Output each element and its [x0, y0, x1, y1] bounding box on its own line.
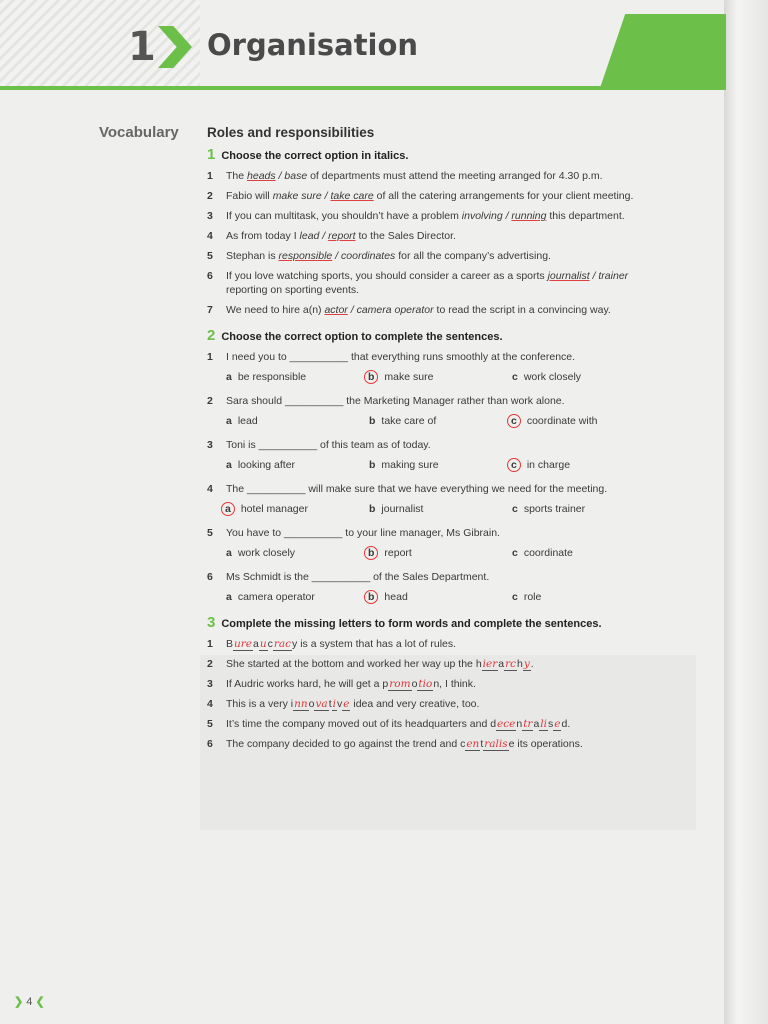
list-item — [207, 737, 662, 751]
exercise-2 — [207, 329, 662, 604]
option-text: camera operator — [237, 591, 315, 603]
text-part: c — [267, 638, 273, 650]
option-text: take care of — [381, 415, 437, 427]
item-number: 2 — [207, 190, 213, 202]
exercise-number: 3 — [207, 614, 216, 631]
option-text: lead — [237, 415, 258, 427]
list-item — [207, 169, 662, 183]
option-letter: c — [512, 547, 518, 559]
text-part: t — [328, 698, 332, 710]
option-letter: b — [364, 590, 378, 604]
handwritten-answer: rom — [389, 678, 411, 690]
option-c[interactable] — [512, 458, 655, 472]
handwritten-answer: tr — [523, 718, 533, 730]
text-part: We need to hire a(n) — [226, 304, 325, 316]
option-c[interactable] — [512, 502, 655, 516]
option-c[interactable] — [512, 590, 655, 604]
text-part: of all the catering arrangements for your client meeting. — [373, 190, 634, 202]
item-number: 5 — [207, 527, 213, 539]
question-line — [207, 394, 662, 408]
text-part: It’s time the company moved out of its headquarters and d — [226, 718, 497, 730]
text-part: B — [226, 638, 234, 650]
handwritten-answer: e — [554, 718, 561, 730]
option-text: role — [523, 591, 542, 603]
list-item — [207, 657, 662, 671]
item-number: 2 — [207, 658, 213, 670]
item-number: 3 — [207, 439, 213, 451]
list-item — [207, 189, 662, 203]
option-letter: c — [512, 503, 518, 515]
options — [226, 370, 662, 384]
option-c[interactable] — [512, 546, 655, 560]
text-part: She started at the bottom and worked her way up the h — [226, 658, 482, 670]
text-part: / — [502, 210, 512, 222]
option-letter: c — [507, 414, 521, 428]
option-a[interactable] — [226, 502, 369, 516]
text-part: a — [253, 638, 259, 650]
text-part: If you love watching sports, you should consider a career as a sports — [226, 270, 548, 282]
list-item — [207, 677, 662, 691]
question-line — [207, 570, 662, 584]
text-part: o — [308, 698, 315, 710]
text-part: / — [332, 250, 342, 262]
exercise-number: 2 — [207, 327, 216, 344]
handwritten-answer: y — [523, 658, 530, 670]
option-letter: a — [226, 591, 232, 603]
item-number: 6 — [207, 738, 213, 750]
handwritten-answer: ier — [482, 658, 498, 670]
text-part: v — [336, 698, 343, 710]
page-number: ❯ 4 ❮ — [14, 996, 45, 1008]
option-text: coordinate with — [526, 415, 598, 427]
text-part: d. — [561, 718, 571, 730]
text-part: / — [589, 270, 599, 282]
text-part: If you can multitask, you shouldn’t have a problem — [226, 210, 462, 222]
text-part: Fabio will — [226, 190, 273, 202]
option-a[interactable] — [226, 546, 369, 560]
text-part: a — [533, 718, 540, 730]
item-number: 6 — [207, 571, 213, 583]
handwritten-answer: nn — [294, 698, 308, 710]
text-part: As from today I — [226, 230, 300, 242]
question-text: You have to __________ to your line manager, Ms Gibrain. — [226, 527, 500, 539]
handwritten-answer: tio — [418, 678, 433, 690]
selected-option: report — [328, 230, 356, 242]
handwritten-answer: rac — [273, 638, 292, 650]
item-text — [226, 189, 633, 203]
option-text: be responsible — [237, 371, 307, 383]
text-part: e its operations. — [508, 738, 583, 750]
options — [226, 546, 662, 560]
text-part: a — [498, 658, 505, 670]
option-b[interactable] — [369, 414, 512, 428]
question — [207, 482, 662, 516]
option-letter: a — [226, 415, 232, 427]
section-label: Vocabulary — [99, 124, 179, 141]
option-text: coordinate — [523, 547, 573, 559]
option-b[interactable] — [369, 458, 512, 472]
option-b[interactable] — [369, 370, 512, 384]
header-tab — [600, 14, 726, 88]
question-line — [207, 526, 662, 540]
option-letter: b — [364, 370, 378, 384]
page-title: Organisation — [207, 28, 419, 62]
question-text: The __________ will make sure that we have everything we need for the meeting. — [226, 483, 608, 495]
list-item — [207, 303, 662, 317]
option-c[interactable] — [512, 370, 655, 384]
text-part: n, I think. — [433, 678, 476, 690]
text-part: / — [321, 190, 331, 202]
text-part: The — [226, 170, 248, 182]
list-item — [207, 249, 662, 263]
option-b[interactable] — [369, 546, 512, 560]
text-part: / — [319, 230, 329, 242]
text-part: idea and very creative, too. — [350, 698, 480, 710]
text-part: / — [347, 304, 357, 316]
option-text: journalist — [381, 503, 424, 515]
question — [207, 394, 662, 428]
text-part: of departments must attend the meeting arranged for 4.30 p.m. — [307, 170, 603, 182]
option-text: in charge — [526, 459, 571, 471]
text-part: to read the script in a convincing way. — [433, 304, 611, 316]
selected-option: journalist — [547, 270, 590, 282]
list-item — [207, 697, 662, 711]
text-part: camera operator — [356, 304, 434, 316]
text-part: . — [530, 658, 534, 670]
option-b[interactable] — [369, 590, 512, 604]
item-text — [226, 209, 625, 223]
text-part: h — [517, 658, 523, 670]
option-letter: a — [226, 371, 232, 383]
handwritten-answer: e — [343, 698, 350, 710]
question-text: Sara should __________ the Marketing Manager rather than work alone. — [226, 395, 565, 407]
handwritten-answer: u — [259, 638, 267, 650]
question-line — [207, 438, 662, 452]
instruction: Choose the correct option in italics. — [221, 150, 409, 162]
instruction: Complete the missing letters to form words and complete the sentences. — [221, 618, 602, 630]
item-text — [226, 697, 479, 711]
selected-option: heads — [247, 170, 276, 182]
question-text: Toni is __________ of this team as of today. — [226, 439, 431, 451]
item-text — [226, 657, 534, 671]
selected-option: actor — [324, 304, 348, 316]
item-number: 5 — [207, 718, 213, 730]
text-part: Stephan is — [226, 250, 279, 262]
item-number: 7 — [207, 304, 213, 316]
text-part: s — [548, 718, 554, 730]
text-part: If Audric works hard, he will get a p — [226, 678, 389, 690]
text-part: base — [284, 170, 308, 182]
text-part: reporting on sporting events. — [226, 284, 360, 296]
text-part: o — [411, 678, 418, 690]
selected-option: responsible — [278, 250, 333, 262]
question-text: Ms Schmidt is the __________ of the Sales Department. — [226, 571, 490, 583]
options — [226, 458, 662, 472]
question-line — [207, 482, 662, 496]
option-letter: a — [226, 459, 232, 471]
option-letter: a — [221, 502, 235, 516]
selected-option: running — [511, 210, 547, 222]
text-part: involving — [461, 210, 503, 222]
text-part: trainer — [598, 270, 629, 282]
option-text: hotel manager — [240, 503, 308, 515]
item-number: 3 — [207, 678, 213, 690]
options — [226, 502, 662, 516]
option-a[interactable] — [226, 458, 369, 472]
question — [207, 570, 662, 604]
item-text — [226, 637, 456, 651]
option-text: work closely — [237, 547, 296, 559]
item-text — [226, 677, 476, 691]
handwritten-answer: ure — [234, 638, 253, 650]
option-a[interactable] — [226, 590, 369, 604]
unit-number: 1 — [128, 24, 156, 70]
item-text — [226, 269, 662, 297]
list-item — [207, 269, 662, 297]
option-text: report — [384, 547, 412, 559]
handwritten-answer: va — [315, 698, 328, 710]
question-text: I need you to __________ that everything runs smoothly at the conference. — [226, 351, 576, 363]
option-letter: b — [364, 546, 378, 560]
item-number: 1 — [207, 638, 213, 650]
handwritten-answer: li — [540, 718, 548, 730]
option-text: making sure — [381, 459, 439, 471]
handwritten-answer: rc — [505, 658, 516, 670]
exercise-3 — [207, 616, 662, 751]
list-item — [207, 209, 662, 223]
item-number: 1 — [207, 170, 213, 182]
item-number: 6 — [207, 270, 213, 282]
instruction: Choose the correct option to complete the sentences. — [221, 331, 503, 343]
option-letter: b — [369, 459, 376, 471]
item-number: 5 — [207, 250, 213, 262]
item-number: 2 — [207, 395, 213, 407]
question — [207, 438, 662, 472]
header-pattern — [0, 0, 200, 88]
options — [226, 590, 662, 604]
question — [207, 526, 662, 560]
item-number: 4 — [207, 230, 213, 242]
item-text — [226, 303, 611, 317]
subtitle: Roles and responsibilities — [207, 125, 375, 140]
text-part: t — [480, 738, 484, 750]
header-rule — [0, 86, 726, 90]
option-b[interactable] — [369, 502, 512, 516]
item-number: 3 — [207, 210, 213, 222]
item-text — [226, 717, 570, 731]
text-part: to the Sales Director. — [355, 230, 456, 242]
option-text: head — [384, 591, 408, 603]
handwritten-answer: ralis — [484, 738, 508, 750]
text-part: lead — [299, 230, 320, 242]
question — [207, 350, 662, 384]
option-letter: c — [507, 458, 521, 472]
text-part: / — [275, 170, 285, 182]
handwritten-answer: en — [466, 738, 480, 750]
option-a[interactable] — [226, 414, 369, 428]
option-letter: b — [369, 503, 376, 515]
options — [226, 414, 662, 428]
list-item — [207, 717, 662, 731]
exercise-1 — [207, 148, 662, 317]
text-part: The company decided to go against the trend and c — [226, 738, 466, 750]
item-number: 4 — [207, 483, 213, 495]
option-letter: c — [512, 371, 518, 383]
option-text: sports trainer — [523, 503, 586, 515]
item-number: 4 — [207, 698, 213, 710]
item-text — [226, 229, 456, 243]
handwritten-answer: ece — [497, 718, 516, 730]
text-part: coordinates — [341, 250, 396, 262]
item-text — [226, 169, 603, 183]
question-line — [207, 350, 662, 364]
option-text: make sure — [384, 371, 434, 383]
text-part: make sure — [272, 190, 322, 202]
handwritten-answer: i — [332, 698, 336, 710]
page-edge — [724, 0, 768, 1024]
option-letter: b — [369, 415, 376, 427]
selected-option: take care — [330, 190, 374, 202]
list-item — [207, 229, 662, 243]
exercise-number: 1 — [207, 146, 216, 163]
item-number: 1 — [207, 351, 213, 363]
text-part: for all the company’s advertising. — [395, 250, 551, 262]
list-item — [207, 637, 662, 651]
text-part: this department. — [546, 210, 625, 222]
item-text — [226, 737, 583, 751]
item-text — [226, 249, 551, 263]
option-text: work closely — [523, 371, 582, 383]
option-letter: c — [512, 591, 518, 603]
option-letter: a — [226, 547, 232, 559]
text-part: n — [516, 718, 523, 730]
text-part: This is a very i — [226, 698, 294, 710]
option-text: looking after — [237, 459, 296, 471]
exercises — [207, 148, 662, 751]
option-a[interactable] — [226, 370, 369, 384]
text-part: y is a system that has a lot of rules. — [292, 638, 457, 650]
page-number-text: 4 — [26, 996, 33, 1008]
option-c[interactable] — [512, 414, 655, 428]
